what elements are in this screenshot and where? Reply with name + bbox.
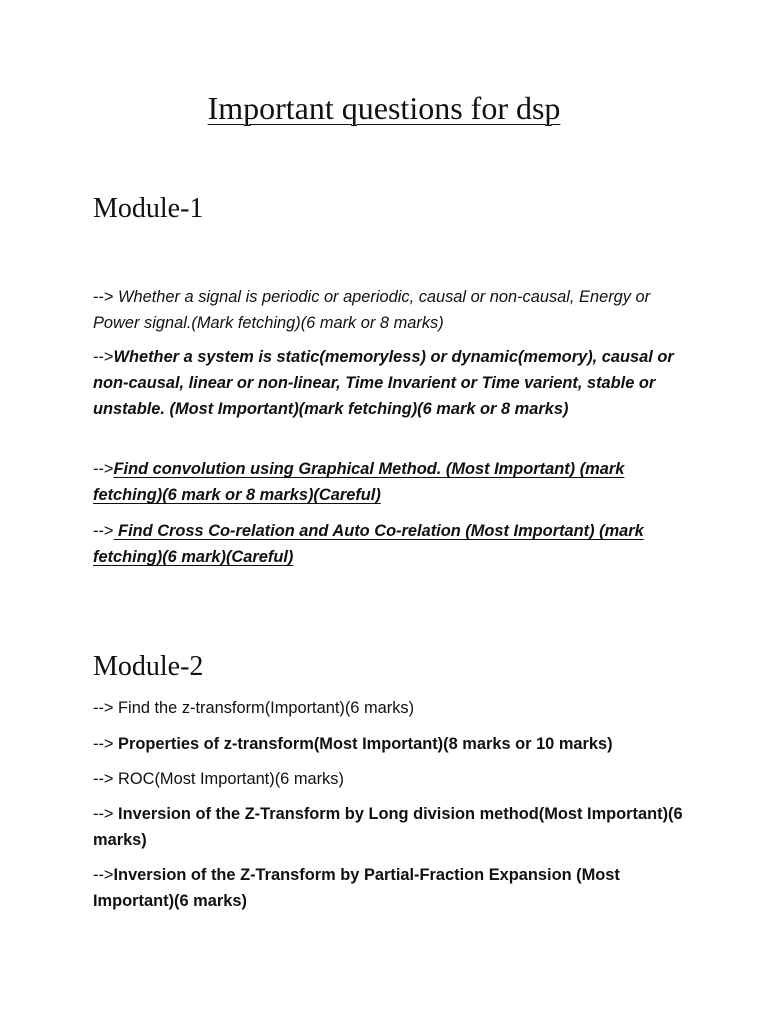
question-text: Inversion of the Z-Transform by Long division method(Most Important)(6 marks) bbox=[93, 805, 683, 849]
arrow-marker: --> bbox=[93, 735, 119, 753]
arrow-marker: --> bbox=[93, 866, 114, 884]
question-text: Inversion of the Z-Transform by Partial-Fraction Expansion (Most Important)(6 marks) bbox=[93, 866, 620, 910]
module-2-question-1 bbox=[93, 695, 693, 721]
document-title bbox=[0, 88, 768, 128]
question-text: Find Cross Co-relation and Auto Co-relation (Most Important) (mark fetching)(6 mark)(Careful) bbox=[93, 522, 644, 566]
question-text: Find convolution using Graphical Method. (Most Important) (mark fetching)(6 mark or 8 marks)(Careful) bbox=[93, 460, 625, 504]
module-1-question-1 bbox=[93, 284, 693, 336]
document-title-text: Important questions for dsp bbox=[207, 90, 561, 126]
module-1-question-2 bbox=[93, 344, 693, 422]
arrow-marker: --> bbox=[93, 770, 119, 788]
question-text: Find the z-transform(Important)(6 marks) bbox=[118, 699, 415, 717]
module-2-question-3 bbox=[93, 766, 693, 792]
arrow-marker: --> bbox=[93, 460, 114, 478]
arrow-marker: --> bbox=[93, 522, 114, 540]
module-2-question-2 bbox=[93, 731, 693, 757]
question-text: Properties of z-transform(Most Important)(8 marks or 10 marks) bbox=[118, 735, 613, 753]
module-1-question-3 bbox=[93, 456, 693, 508]
module-1-heading: Module-1 bbox=[93, 193, 204, 224]
module-2-question-4 bbox=[93, 801, 693, 853]
arrow-marker: --> bbox=[93, 699, 119, 717]
arrow-marker: --> bbox=[93, 288, 119, 306]
question-text: Whether a system is static(memoryless) or dynamic(memory), causal or non-causal, linear or non-linear, Time Invarient or Time varient, stable or unstable. (Most Important)(mark fetching)(6 mark or 8 marks) bbox=[93, 348, 674, 418]
arrow-marker: --> bbox=[93, 348, 114, 366]
arrow-marker: --> bbox=[93, 805, 119, 823]
module-2-heading: Module-2 bbox=[93, 651, 204, 682]
question-text: ROC(Most Important)(6 marks) bbox=[118, 770, 344, 788]
module-2-question-5 bbox=[93, 862, 693, 914]
question-text: Whether a signal is periodic or aperiodic, causal or non-causal, Energy or Power signal.(Mark fetching)(6 mark or 8 marks) bbox=[93, 288, 651, 332]
module-1-question-4 bbox=[93, 518, 693, 570]
